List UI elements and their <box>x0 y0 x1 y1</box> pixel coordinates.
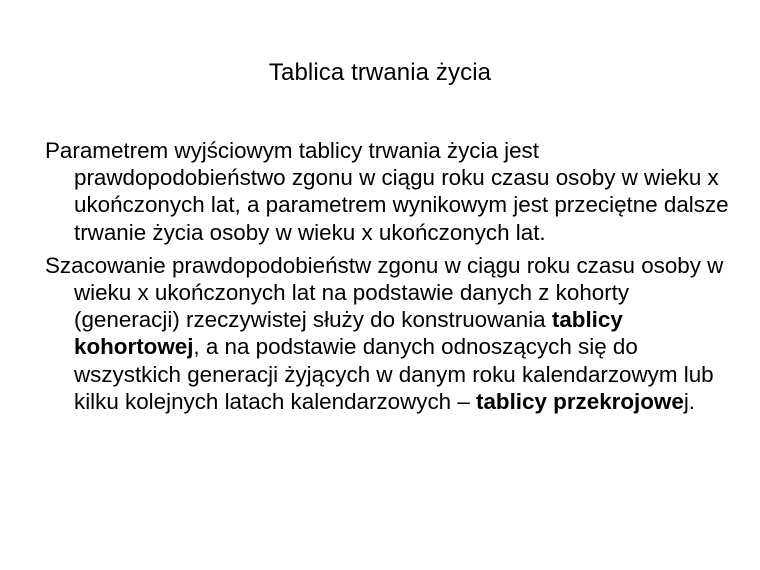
bold-term-cohort-table: tablicy kohortowej <box>74 307 623 360</box>
bold-term-cross-sectional-table: tablicy przekrojowe <box>476 388 684 414</box>
slide-body <box>45 137 735 421</box>
paragraph-text: , a na podstawie danych odnoszących się do wszystkich generacji żyjących w danym roku kalendarzowym lub kilku kolejnych latach kalendarzowych – <box>74 334 714 414</box>
paragraph-estimation <box>45 252 735 415</box>
paragraph-parameters: Parametrem wyjściowym tablicy trwania życia jest prawdopodobieństwo zgonu w ciągu roku czasu osoby w wieku x ukończonych lat, a parametrem wynikowym jest przeciętne dalsze trwanie życia osoby w wieku x ukończonych lat. <box>45 138 729 245</box>
paragraph-text: Szacowanie prawdopodobieństw zgonu w ciągu roku czasu osoby w wieku x ukończonych lat na podstawie danych z kohorty (generacji) rzeczywistej służy do konstruowania <box>45 252 724 333</box>
paragraph-text: j. <box>683 388 696 414</box>
slide-title: Tablica trwania życia <box>268 59 492 86</box>
